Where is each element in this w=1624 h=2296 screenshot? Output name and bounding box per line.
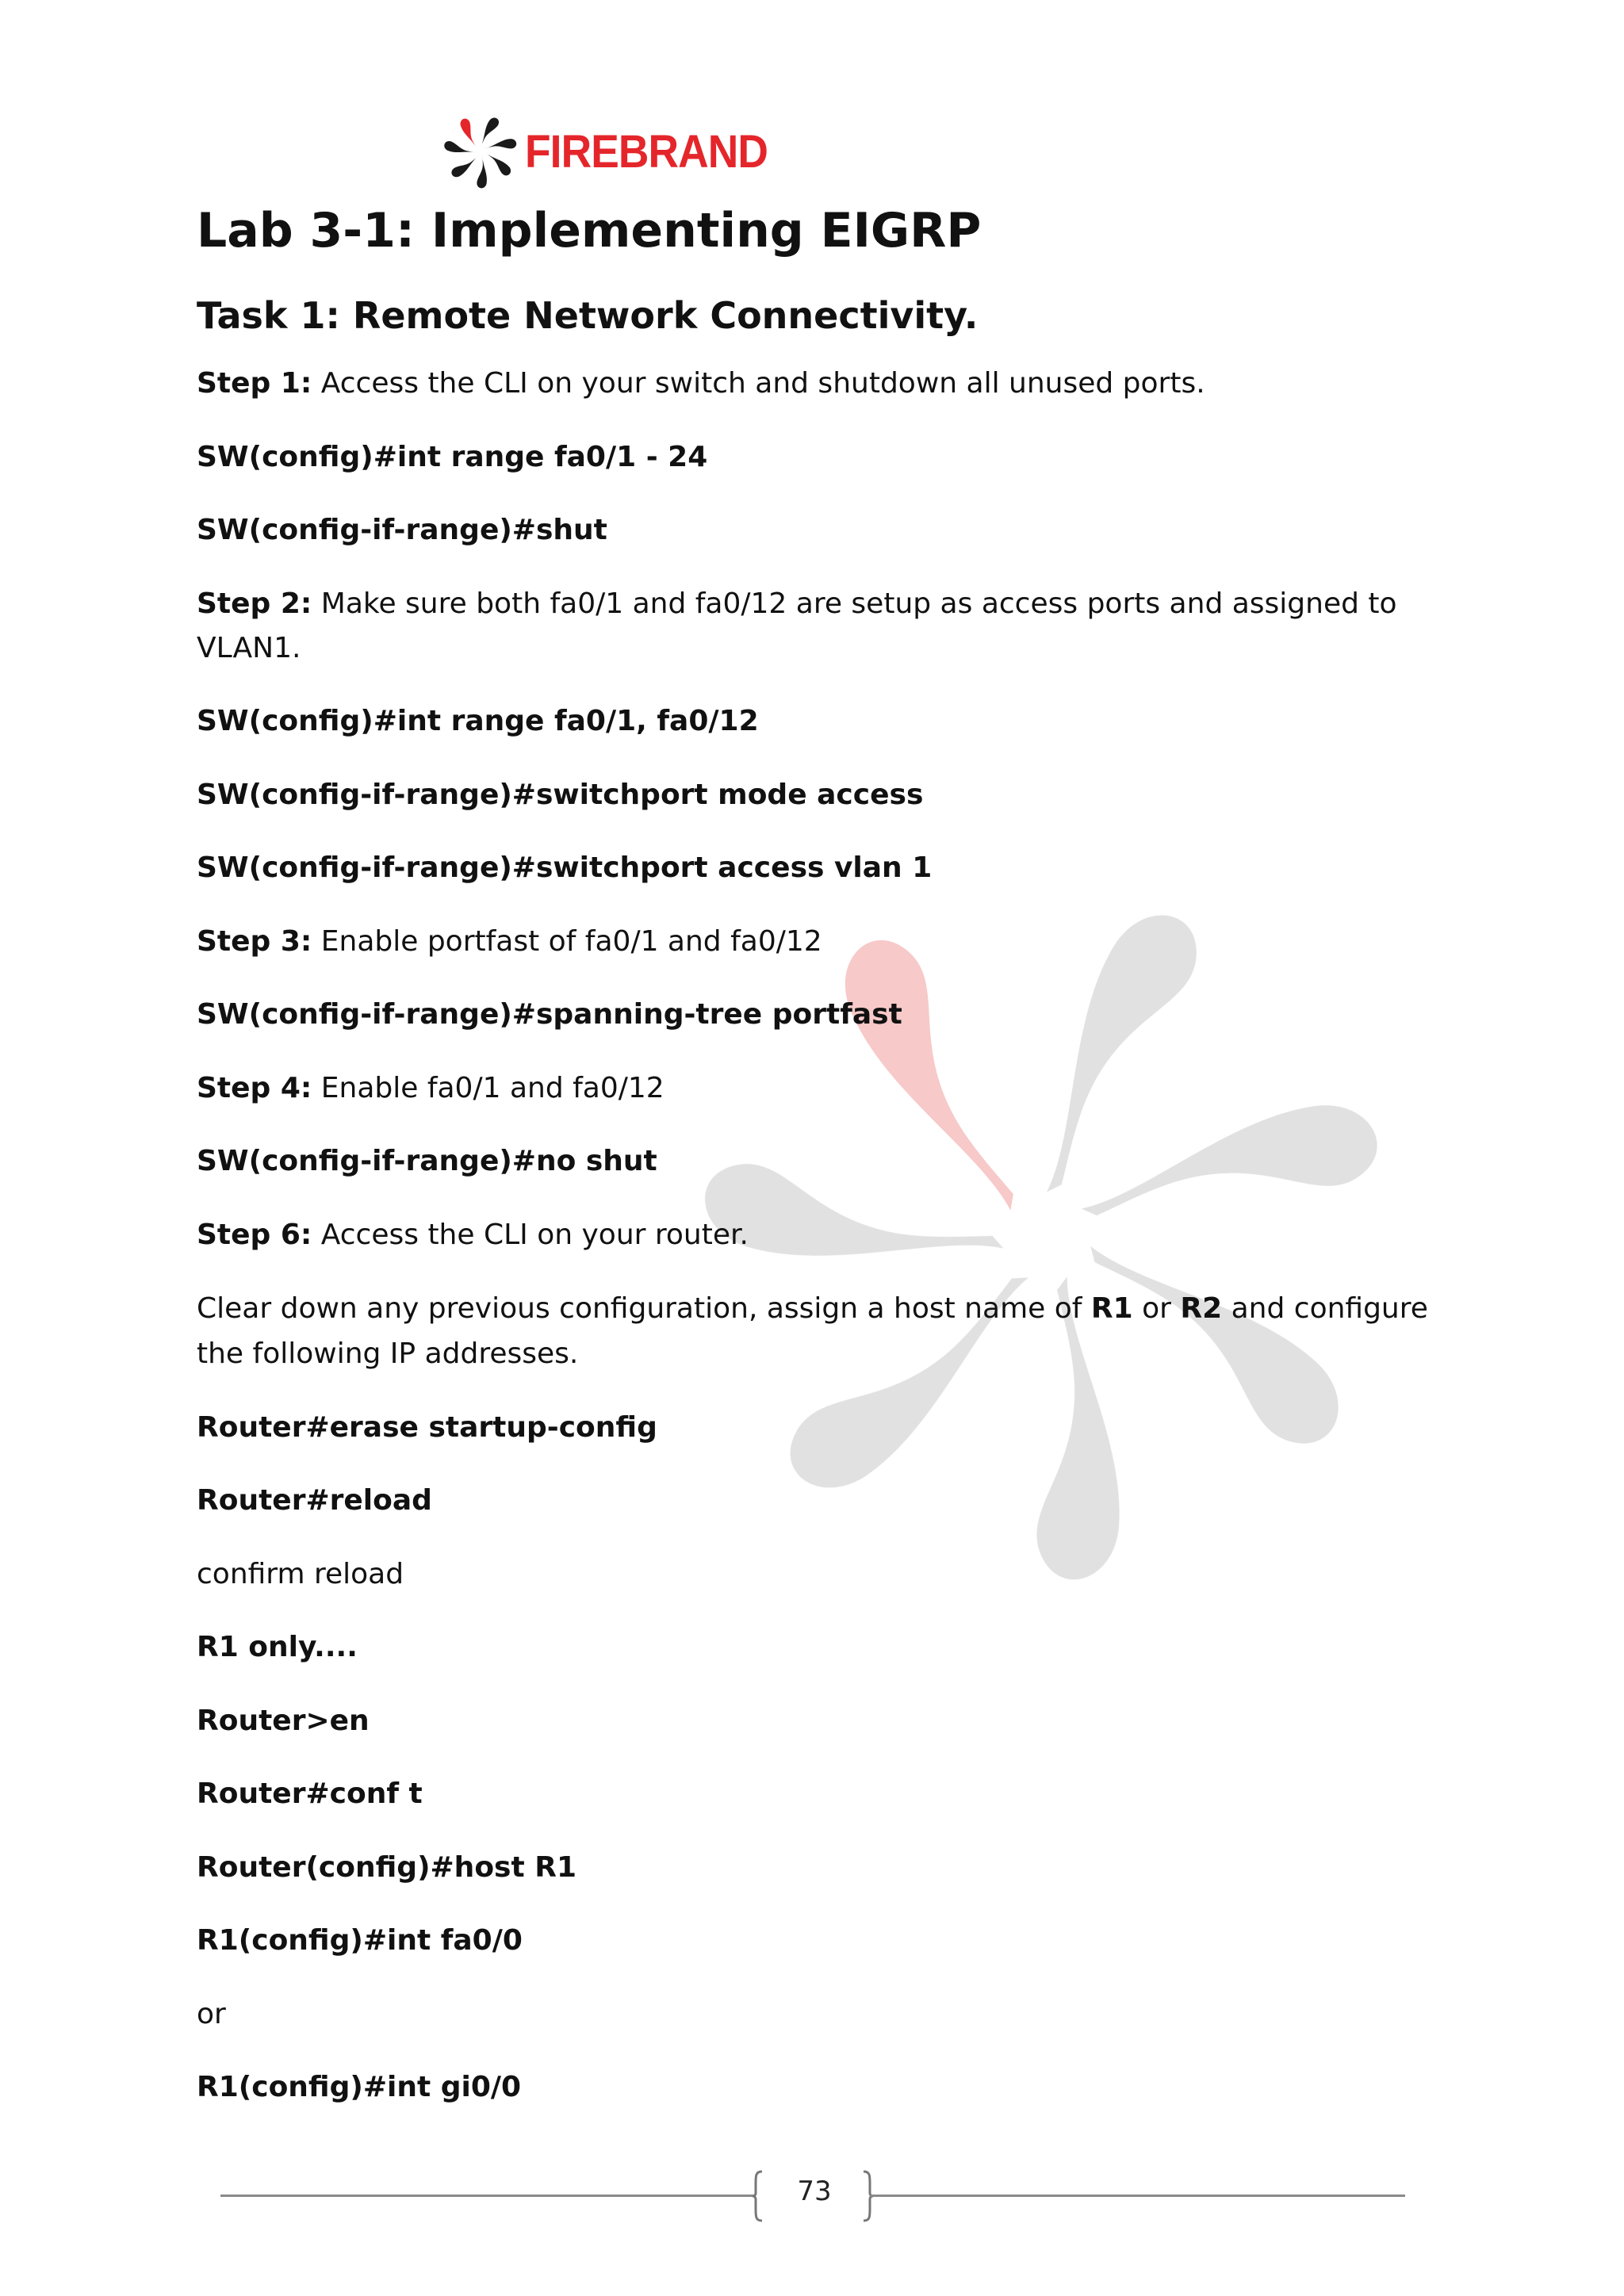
command-line: SW(config-if-range)#no shut — [197, 1145, 657, 1177]
firebrand-swirl-icon — [441, 112, 520, 191]
step-text: Make sure both fa0/1 and fa0/12 are setup as access ports and assigned to VLAN1. — [197, 587, 1397, 664]
command-line: Router#reload — [197, 1484, 432, 1517]
hostname-r2: R2 — [1180, 1292, 1223, 1325]
command-line: Router>en — [197, 1704, 370, 1737]
step-3 — [197, 920, 1434, 964]
command-line: SW(config-if-range)#switchport access vlan 1 — [197, 851, 933, 884]
task-heading: Task 1: Remote Network Connectivity. — [197, 294, 979, 337]
paragraph-text: or — [1132, 1292, 1181, 1325]
command-line: SW(config-if-range)#spanning-tree portfast — [197, 998, 902, 1031]
step-text: Enable fa0/1 and fa0/12 — [312, 1071, 665, 1104]
left-brace-icon — [752, 2169, 764, 2223]
command-line: SW(config-if-range)#switchport mode access — [197, 778, 924, 811]
command-line: R1(config)#int fa0/0 — [197, 1924, 523, 1957]
page-footer — [220, 2163, 1405, 2226]
command-line: Router#erase startup-config — [197, 1410, 657, 1444]
step-text: Access the CLI on your router. — [312, 1218, 749, 1251]
step-text: Enable portfast of fa0/1 and fa0/12 — [312, 924, 822, 958]
plain-line: or — [197, 1997, 226, 2030]
paragraph-text: Clear down any previous configuration, assign a host name of — [197, 1292, 1091, 1325]
step-label: Step 1: — [197, 367, 312, 400]
step-label: Step 4: — [197, 1071, 312, 1104]
command-line: R1(config)#int gi0/0 — [197, 2071, 522, 2103]
firebrand-logo — [441, 108, 789, 195]
plain-line: confirm reload — [197, 1557, 404, 1590]
command-line: SW(config)#int range fa0/1 - 24 — [197, 440, 708, 473]
command-line: Router#conf t — [197, 1777, 423, 1810]
step-text: Access the CLI on your switch and shutdown all unused ports. — [312, 367, 1205, 400]
step-label: Step 3: — [197, 924, 312, 958]
step-1 — [197, 362, 1434, 406]
hostname-r1: R1 — [1090, 1292, 1133, 1325]
step-6 — [197, 1213, 1434, 1257]
step-label: Step 2: — [197, 587, 312, 620]
command-line: R1 only.... — [197, 1631, 358, 1663]
document-body — [197, 198, 1434, 2139]
paragraph-text: and configure the following IP addresses. — [197, 1292, 1428, 1370]
step-4 — [197, 1066, 1434, 1111]
footer-rule-right — [871, 2195, 1405, 2197]
lab-title: Lab 3-1: Implementing EIGRP — [197, 203, 982, 258]
command-line: Router(config)#host R1 — [197, 1850, 576, 1884]
command-line: SW(config-if-range)#shut — [197, 514, 607, 546]
page-number: 73 — [797, 2175, 832, 2207]
step-2 — [197, 582, 1434, 671]
instruction-paragraph — [197, 1286, 1434, 1376]
step-label: Step 6: — [197, 1218, 312, 1251]
command-line: SW(config)#int range fa0/1, fa0/12 — [197, 705, 759, 737]
instruction-list — [197, 362, 1434, 2110]
logo-wordmark: FIREBRAND — [525, 125, 768, 178]
footer-rule-left — [220, 2195, 753, 2197]
